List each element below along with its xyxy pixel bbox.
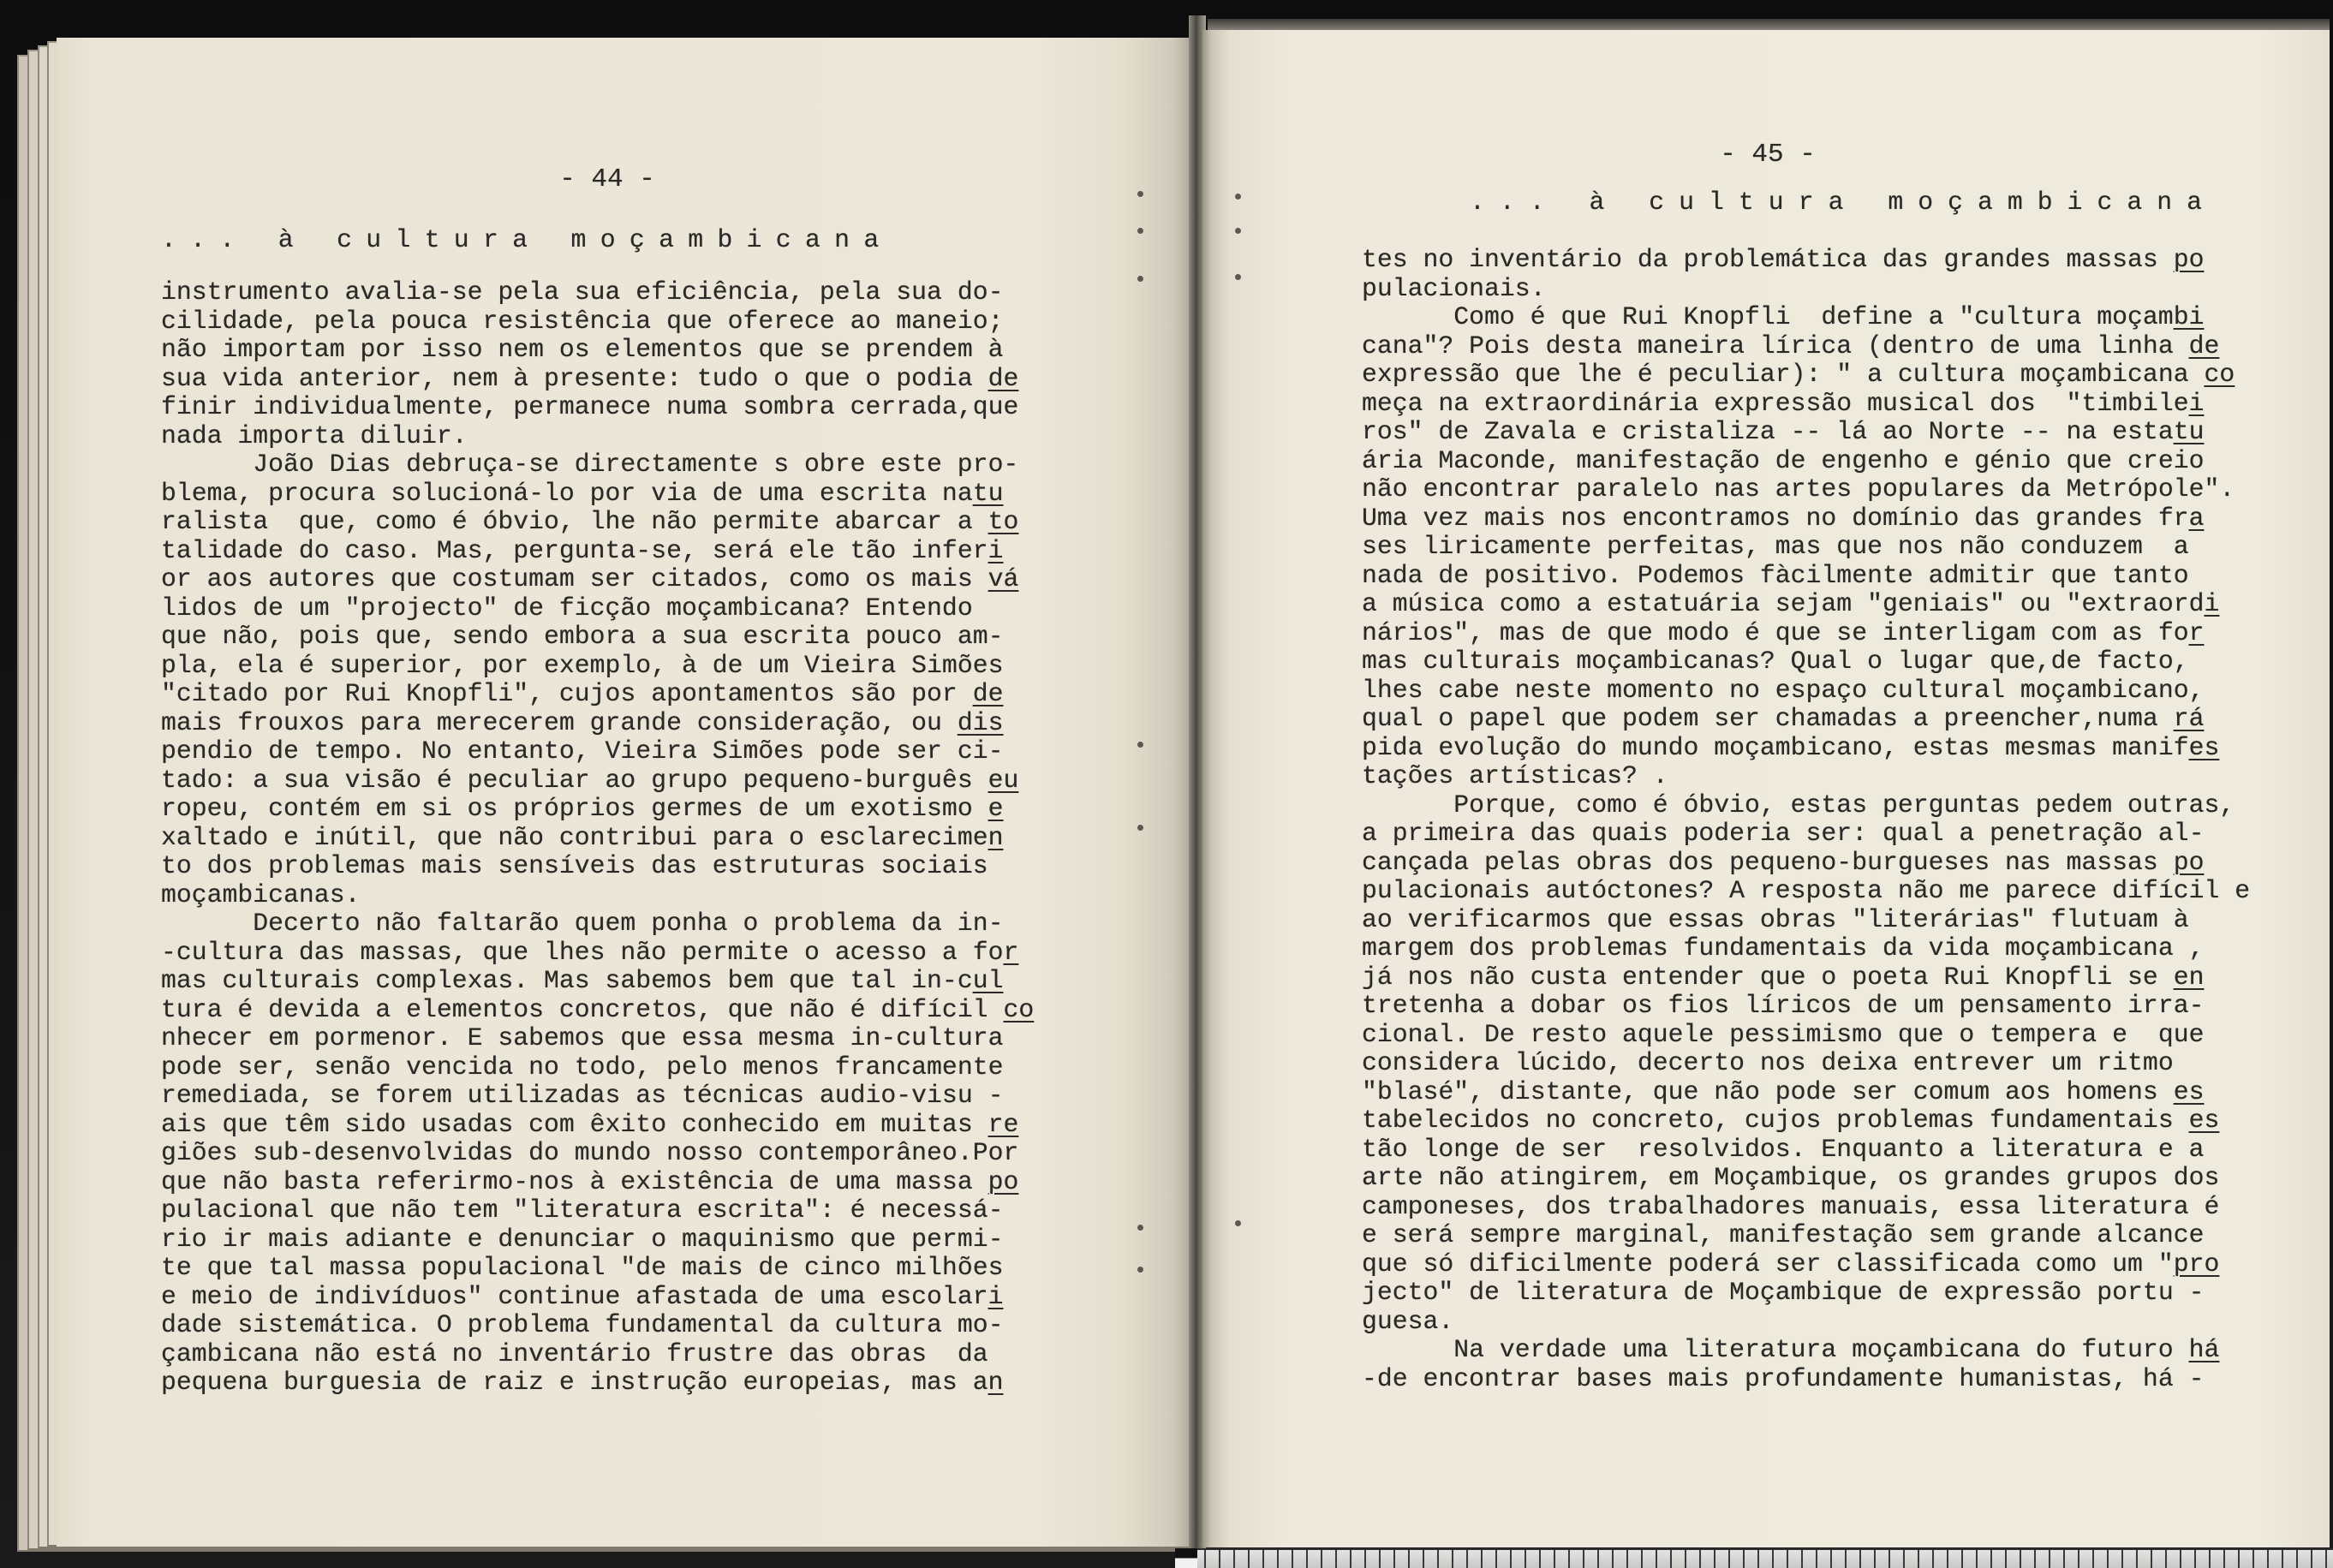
text-line	[1362, 504, 2250, 534]
underlined-syllable: de	[972, 679, 1004, 708]
underlined-syllable: co	[1003, 994, 1035, 1024]
running-header: ... à cultura moçambicana	[161, 225, 893, 254]
text-line	[161, 1311, 1034, 1340]
underlined-syllable: r	[2188, 617, 2205, 647]
line-text: não importam por isso nem os elementos que se prendem à	[161, 335, 1004, 364]
line-text: meça na extraordinária expressão musical dos "timbile	[1362, 388, 2189, 418]
text-line	[161, 336, 1034, 365]
text-line	[161, 393, 1034, 422]
text-line	[161, 1368, 1034, 1398]
line-text: pulacional que não tem "literatura escrita": é necessá-	[161, 1195, 1004, 1225]
paragraph	[1362, 246, 2250, 303]
line-text: tabelecidos no concreto, cujos problemas fundamentais	[1362, 1106, 2189, 1135]
line-text: Uma vez mais nos encontramos no domínio das grandes fr	[1362, 503, 2189, 533]
underlined-syllable: n	[987, 1368, 1004, 1397]
underlined-syllable: i	[2204, 589, 2220, 618]
text-line	[1362, 1308, 2250, 1337]
paragraph	[1362, 1336, 2250, 1393]
line-text: nhecer em pormenor. E sabemos que essa mesma in-cultura	[161, 1023, 1004, 1052]
line-text: finir individualmente, permanece numa sombra cerrada,que	[161, 392, 1019, 421]
line-text: "blasé", distante, que não pode ser comum aos homens	[1362, 1076, 2174, 1106]
line-text: pulacionais autóctones? A resposta não me parece difícil e	[1362, 876, 2251, 905]
text-line	[161, 709, 1034, 738]
text-line	[161, 307, 1034, 337]
text-line	[161, 852, 1034, 881]
line-text: pida evolução do mundo moçambicano, estas mesmas manif	[1362, 732, 2189, 762]
line-text: pequena burguesia de raiz e instrução europeias, mas a	[161, 1368, 988, 1397]
line-text: cana"? Pois desta maneira lírica (dentro de uma linha	[1362, 331, 2189, 361]
text-line	[161, 680, 1034, 709]
binding-hole	[1137, 228, 1143, 234]
line-text: ropeu, contém em si os próprios germes de um exotismo	[161, 794, 988, 823]
text-line	[161, 1053, 1034, 1082]
text-line	[1362, 332, 2250, 361]
underlined-syllable: i	[2188, 388, 2205, 418]
text-line	[1362, 1136, 2250, 1165]
line-text: dade sistemática. O problema fundamental da cultura mo-	[161, 1310, 1004, 1339]
text-line	[1362, 275, 2250, 304]
line-text: talidade do caso. Mas, pergunta-se, será ele tão infer	[161, 535, 988, 565]
line-text: que só dificilmente poderá ser classificada como um "	[1362, 1249, 2174, 1279]
text-line	[1362, 877, 2250, 906]
text-line	[161, 594, 1034, 623]
text-line	[161, 824, 1034, 853]
text-line	[1362, 1078, 2250, 1107]
paragraph	[161, 278, 1034, 450]
paragraph	[1362, 791, 2250, 1337]
line-text: e meio de indivíduos" continue afastada de uma escolar	[161, 1281, 988, 1311]
line-text: mas culturais moçambicanas? Qual o lugar que,de facto,	[1362, 647, 2189, 676]
text-line	[1362, 791, 2250, 820]
text-line	[1362, 390, 2250, 419]
paragraph	[1362, 303, 2250, 791]
binding-hole	[1137, 276, 1143, 282]
text-line	[1362, 447, 2250, 476]
paragraph	[161, 450, 1034, 909]
line-text: a primeira das quais poderia ser: qual a penetração al-	[1362, 819, 2205, 848]
text-line	[1362, 475, 2250, 504]
line-text: guesa.	[1362, 1306, 1454, 1336]
underlined-syllable: rá	[2173, 704, 2205, 733]
text-line	[1362, 619, 2250, 648]
binding-hole	[1235, 1220, 1241, 1226]
underlined-syllable: vá	[987, 564, 1019, 593]
underlined-syllable: to	[987, 507, 1019, 536]
line-text: pode ser, senão vencida no todo, pelo menos francamente	[161, 1052, 1004, 1082]
text-line	[1362, 677, 2250, 706]
text-line	[1362, 734, 2250, 763]
underlined-syllable: en	[2173, 962, 2205, 992]
line-text: rio ir mais adiante e denunciar o maquinismo que permi-	[161, 1224, 1004, 1254]
line-text: cional. De resto aquele pessimismo que o tempera e que	[1362, 1019, 2205, 1049]
text-line	[161, 881, 1034, 910]
text-line	[161, 909, 1034, 939]
text-line	[161, 1111, 1034, 1140]
line-text: tura é devida a elementos concretos, que não é difícil	[161, 994, 1004, 1024]
line-text: "citado por Rui Knopfli", cujos apontamentos são por	[161, 679, 973, 708]
text-line	[1362, 1021, 2250, 1050]
line-text: çambicana não está no inventário frustre das obras da	[161, 1338, 988, 1368]
text-line	[1362, 963, 2250, 993]
text-line	[1362, 849, 2250, 878]
page-body-text	[1362, 246, 2250, 1393]
right-page	[1202, 30, 2330, 1547]
line-text: mas culturais complexas. Mas sabemos bem que tal in-c	[161, 966, 973, 995]
underlined-syllable: bi	[2173, 302, 2205, 331]
text-line	[1362, 1336, 2250, 1365]
line-text: tado: a sua visão é peculiar ao grupo pequeno-burguês	[161, 765, 988, 795]
line-text: to dos problemas mais sensíveis das estruturas sociais	[161, 851, 988, 880]
page-number: - 45 -	[1720, 140, 1816, 170]
text-line	[1362, 1164, 2250, 1193]
text-line	[1362, 1193, 2250, 1222]
text-line	[1362, 647, 2250, 677]
line-text: ses liricamente perfeitas, mas que nos não conduzem a	[1362, 532, 2189, 561]
line-text: camponeses, dos trabalhadores manuais, essa literatura é	[1362, 1191, 2220, 1221]
text-line	[161, 967, 1034, 996]
line-text: a música como a estatuária sejam "geniais" ou "extraord	[1362, 589, 2205, 618]
underlined-syllable: eu	[987, 765, 1019, 795]
text-line	[1362, 533, 2250, 562]
text-line	[1362, 705, 2250, 734]
text-line	[161, 939, 1034, 968]
underlined-syllable: po	[987, 1166, 1019, 1196]
line-text: -de encontrar bases mais profundamente humanistas, há -	[1362, 1363, 2205, 1393]
underlined-syllable: a	[2188, 503, 2205, 533]
text-line	[1362, 562, 2250, 591]
text-line	[1362, 246, 2250, 275]
underlined-syllable: co	[2204, 360, 2235, 389]
line-text: nários", mas de que modo é que se interligam com as fo	[1362, 617, 2189, 647]
text-line	[161, 652, 1034, 681]
line-text: não encontrar paralelo nas artes populares da Metrópole".	[1362, 474, 2235, 504]
line-text: ais que têm sido usadas com êxito conhecido em muitas	[161, 1109, 988, 1139]
text-line	[1362, 992, 2250, 1021]
underlined-syllable: i	[987, 535, 1004, 565]
underlined-syllable: ul	[972, 966, 1004, 995]
text-line	[1362, 1250, 2250, 1279]
text-line	[161, 737, 1034, 766]
left-page	[57, 38, 1192, 1547]
underlined-syllable: po	[2173, 847, 2205, 877]
line-text: lidos de um "projecto" de ficção moçambicana? Entendo	[161, 593, 973, 623]
underlined-syllable: tu	[2173, 417, 2205, 446]
line-text: instrumento avalia-se pela sua eficiência, pela sua do-	[161, 277, 1004, 307]
line-text: pla, ela é superior, por exemplo, à de um Vieira Simões	[161, 650, 1004, 680]
line-text: já nos não custa entender que o poeta Rui Knopfli se	[1362, 962, 2174, 992]
line-text: lhes cabe neste momento no espaço cultural moçambicano,	[1362, 675, 2205, 705]
binding-hole	[1137, 742, 1143, 748]
text-line	[161, 1225, 1034, 1255]
text-line	[1362, 361, 2250, 390]
line-text: tão longe de ser resolvidos. Enquanto a literatura e a	[1362, 1134, 2205, 1164]
text-line	[1362, 1279, 2250, 1308]
text-line	[161, 565, 1034, 594]
line-text: moçambicanas.	[161, 879, 361, 909]
line-text: ros" de Zavala e cristaliza -- lá ao Norte -- na esta	[1362, 417, 2174, 446]
text-line	[1362, 1106, 2250, 1136]
line-text: mais frouxos para merecerem grande consideração, ou	[161, 707, 958, 737]
line-text: Decerto não faltarão quem ponha o problema da in-	[253, 909, 1004, 938]
line-text: blema, procura solucioná-lo por via de uma escrita na	[161, 478, 973, 508]
underlined-syllable: de	[987, 363, 1019, 393]
text-line	[1362, 303, 2250, 332]
text-line	[161, 365, 1034, 394]
text-line	[161, 422, 1034, 451]
line-text: or aos autores que costumam ser citados, como os mais	[161, 564, 988, 593]
page-number: - 44 -	[559, 164, 655, 194]
line-text: cançada pelas obras dos pequeno-burgueses nas massas	[1362, 847, 2174, 877]
text-line	[161, 1024, 1034, 1053]
underlined-syllable: po	[2173, 245, 2205, 274]
text-line	[1362, 418, 2250, 447]
binding-hole	[1137, 1267, 1143, 1273]
scan-ruler-calibration-block	[1175, 1548, 1197, 1568]
text-line	[161, 1139, 1034, 1168]
underlined-syllable: dis	[957, 707, 1004, 737]
underlined-syllable: e	[987, 794, 1004, 823]
line-text: e será sempre marginal, manifestação sem grande alcance	[1362, 1220, 2205, 1249]
text-line	[161, 537, 1034, 566]
line-text: que não basta referirmo-nos à existência de uma massa	[161, 1166, 988, 1196]
text-line	[161, 1168, 1034, 1197]
text-line	[161, 508, 1034, 537]
line-text: ao verificarmos que essas obras "literárias" flutuam à	[1362, 904, 2189, 934]
line-text: expressão que lhe é peculiar): " a cultura moçambicana	[1362, 360, 2205, 389]
text-line	[161, 1082, 1034, 1111]
page-top-edge	[1208, 19, 2330, 31]
line-text: qual o papel que podem ser chamadas a preencher,numa	[1362, 704, 2174, 733]
text-line	[161, 1254, 1034, 1283]
line-text: sua vida anterior, nem à presente: tudo o que o podia	[161, 363, 988, 393]
text-line	[1362, 590, 2250, 619]
line-text: xaltado e inútil, que não contribui para o esclarecime	[161, 822, 988, 852]
line-text: Porque, como é óbvio, estas perguntas pedem outras,	[1453, 790, 2235, 820]
text-line	[1362, 1049, 2250, 1078]
underlined-syllable: es	[2188, 1106, 2220, 1135]
line-text: nada importa diluir.	[161, 420, 468, 450]
text-line	[161, 278, 1034, 307]
line-text: pendio de tempo. No entanto, Vieira Simões pode ser ci-	[161, 736, 1004, 766]
text-line	[1362, 906, 2250, 935]
text-line	[1362, 1221, 2250, 1250]
line-text: giões sub-desenvolvidas do mundo nosso contemporâneo.Por	[161, 1138, 1019, 1167]
underlined-syllable: pro	[2173, 1249, 2220, 1279]
running-header: ... à cultura moçambicana	[1470, 188, 2217, 217]
line-text: tes no inventário da problemática das grandes massas	[1362, 245, 2174, 274]
line-text: tretenha a dobar os fios líricos de um pensamento irra-	[1362, 991, 2205, 1020]
text-line	[1362, 1365, 2250, 1394]
text-line	[161, 1283, 1034, 1312]
line-text: Na verdade uma literatura moçambicana do futuro	[1453, 1335, 2189, 1364]
line-text: tações artísticas? .	[1362, 761, 1668, 790]
line-text: nada de positivo. Podemos fàcilmente admitir que tanto	[1362, 560, 2189, 590]
line-text: ária Maconde, manifestação de engenho e génio que creio	[1362, 445, 2205, 475]
underlined-syllable: r	[1003, 937, 1019, 967]
line-text: Como é que Rui Knopfli define a "cultura moçam	[1453, 302, 2174, 331]
text-line	[161, 766, 1034, 796]
text-line	[1362, 762, 2250, 791]
line-text: cilidade, pela pouca resistência que oferece ao maneio;	[161, 306, 1004, 336]
text-line	[161, 480, 1034, 509]
underlined-syllable: es	[2188, 732, 2220, 762]
line-text: te que tal massa populacional "de mais de cinco milhões	[161, 1253, 1004, 1282]
line-text: -cultura das massas, que lhes não permite o acesso a fo	[161, 937, 1004, 967]
text-line	[161, 1196, 1034, 1225]
binding-hole	[1235, 274, 1241, 280]
text-line	[1362, 934, 2250, 963]
binding-hole	[1137, 1225, 1143, 1231]
binding-hole	[1235, 228, 1241, 234]
underlined-syllable: tu	[972, 478, 1004, 508]
text-line	[1362, 820, 2250, 849]
binding-hole	[1137, 191, 1143, 197]
binding-hole	[1137, 825, 1143, 831]
line-text: que não, pois que, sendo embora a sua escrita pouco am-	[161, 622, 1004, 651]
line-text: João Dias debruça-se directamente s obre este pro-	[253, 450, 1019, 479]
underlined-syllable: es	[2173, 1076, 2205, 1106]
line-text: arte não atingirem, em Moçambique, os grandes grupos dos	[1362, 1163, 2220, 1192]
underlined-syllable: há	[2188, 1335, 2220, 1364]
line-text: ralista que, como é óbvio, lhe não permite abarcar a	[161, 507, 988, 536]
underlined-syllable: n	[987, 822, 1004, 852]
line-text: pulacionais.	[1362, 273, 1546, 303]
underlined-syllable: i	[987, 1281, 1004, 1311]
paragraph	[161, 909, 1034, 1398]
line-text: remediada, se forem utilizadas as técnicas audio-visu -	[161, 1081, 1004, 1110]
text-line	[161, 450, 1034, 480]
text-line	[161, 795, 1034, 824]
scan-ruler	[1175, 1548, 2333, 1568]
line-text: jecto" de literatura de Moçambique de expressão portu -	[1362, 1278, 2205, 1307]
underlined-syllable: de	[2188, 331, 2220, 361]
line-text: margem dos problemas fundamentais da vida moçambicana ,	[1362, 933, 2205, 963]
binding-hole	[1235, 194, 1241, 200]
text-line	[161, 623, 1034, 652]
line-text: considera lúcido, decerto nos deixa entrever um ritmo	[1362, 1048, 2174, 1077]
text-line	[161, 1340, 1034, 1369]
text-line	[161, 996, 1034, 1025]
underlined-syllable: re	[987, 1109, 1019, 1139]
page-body-text	[161, 278, 1034, 1398]
